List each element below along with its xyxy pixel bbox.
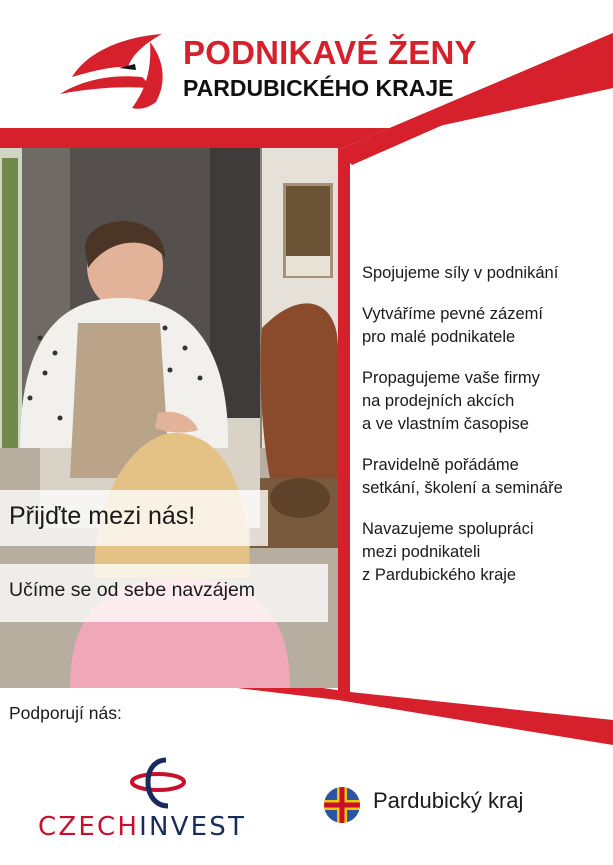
benefit-item: Navazujeme spolupráci mezi podnikateli z Pardubického kraje (362, 520, 534, 584)
cta-secondary-banner (0, 564, 328, 622)
czechinvest-logo-icon (128, 754, 188, 814)
brand-logo-icon (52, 22, 172, 117)
page-title: PODNIKAVÉ ŽENY (183, 34, 477, 71)
supporters-label: Podporují nás: (9, 703, 122, 723)
benefit-item: Propagujeme vaše firmy na prodejních akcích a ve vlastním časopise (362, 369, 540, 433)
cta-secondary-text: Učíme se od sebe navzájem (9, 579, 256, 601)
cta-primary-text: Přijďte mezi nás! (9, 502, 196, 530)
benefit-item: Spojujeme síly v podnikání (362, 264, 559, 282)
pardubice-region-emblem-icon (322, 785, 362, 825)
benefits-list (362, 262, 607, 605)
benefit-item: Pravidelně pořádáme setkání, školení a semináře (362, 456, 563, 497)
pardubicky-kraj-wordmark: Pardubický kraj (373, 788, 524, 813)
page-subtitle: PARDUBICKÉHO KRAJE (183, 75, 454, 101)
czechinvest-wordmark: CZECHINVEST (38, 812, 247, 842)
cta-primary-banner (0, 490, 268, 546)
benefit-item: Vytváříme pevné zázemí pro malé podnikatele (362, 305, 543, 346)
